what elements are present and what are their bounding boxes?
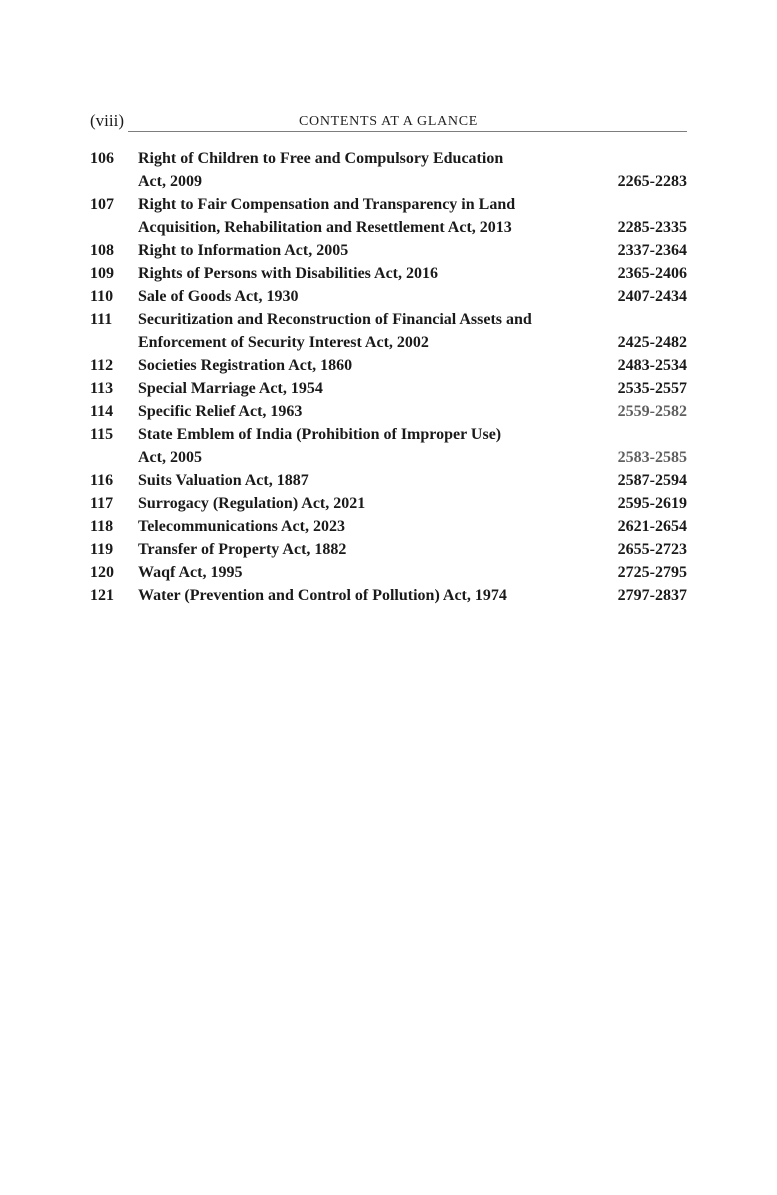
entry-pages: 2265-2283 [617,173,687,190]
entry-number: 111 [90,311,113,328]
entry-title [138,561,618,584]
entry-pages: 2725-2795 [617,564,687,581]
entry-number: 114 [90,403,114,420]
entry-number: 116 [90,472,114,489]
entry-title-line: Societies Registration Act, 1860 [138,357,353,374]
entry-title [138,469,618,492]
running-header-title: CONTENTS AT A GLANCE [298,114,479,129]
entry-number: 115 [90,426,114,443]
entry-number: 109 [90,265,114,282]
entry-title [138,354,618,377]
entry-pages: 2337-2364 [617,242,687,259]
entry-title [138,538,618,561]
entry-title-line: Surrogacy (Regulation) Act, 2021 [138,495,366,512]
toc-entry [90,561,687,584]
toc-entry [90,584,687,607]
toc-entry [90,147,687,193]
entry-title-line: Act, 2009 [138,173,202,190]
toc-entry [90,492,687,515]
entry-title-line: Right of Children to Free and Compulsory Education [138,150,504,167]
entry-title [138,400,618,423]
entry-number: 118 [90,518,114,535]
entry-title-line: Acquisition, Rehabilitation and Resettlement Act, 2013 [138,219,512,236]
entry-title-line: Special Marriage Act, 1954 [138,380,323,397]
entry-pages: 2655-2723 [617,541,687,558]
entry-title [138,423,618,469]
entry-title-line: Telecommunications Act, 2023 [138,518,345,535]
entry-number: 108 [90,242,114,259]
entry-title-line: Right to Fair Compensation and Transparency in Land [138,196,516,213]
entry-pages: 2587-2594 [617,472,687,489]
entry-number: 110 [90,288,114,305]
entry-pages: 2483-2534 [617,357,687,374]
entry-number: 113 [90,380,114,397]
entry-title-line: State Emblem of India (Prohibition of Improper Use) [138,426,502,443]
entry-title [138,492,618,515]
entry-pages: 2621-2654 [617,518,687,535]
header-rule [128,131,687,132]
entry-title-line: Specific Relief Act, 1963 [138,403,303,420]
entry-title [138,239,618,262]
toc-entry [90,515,687,538]
toc-list [90,147,687,607]
page-folio: (viii) [90,111,124,130]
entry-title-line: Waqf Act, 1995 [138,564,243,581]
toc-entry [90,354,687,377]
entry-pages: 2535-2557 [617,380,687,397]
entry-title-line: Suits Valuation Act, 1887 [138,472,309,489]
entry-number: 112 [90,357,114,374]
entry-title-line: Securitization and Reconstruction of Financial Assets and [138,311,532,328]
entry-pages: 2583-2585 [617,449,687,466]
entry-pages: 2365-2406 [617,265,687,282]
entry-title [138,262,618,285]
entry-pages: 2559-2582 [617,403,687,420]
entry-title-line: Right to Information Act, 2005 [138,242,349,259]
entry-number: 119 [90,541,114,558]
entry-pages: 2425-2482 [617,334,687,351]
toc-entry [90,377,687,400]
page-header [90,110,687,132]
entry-title [138,193,618,239]
toc-entry [90,239,687,262]
entry-number: 106 [90,150,114,167]
toc-entry [90,400,687,423]
entry-pages: 2595-2619 [617,495,687,512]
entry-title [138,285,618,308]
entry-title-line: Enforcement of Security Interest Act, 2002 [138,334,429,351]
toc-entry [90,285,687,308]
entry-title-line: Rights of Persons with Disabilities Act, 2016 [138,265,438,282]
entry-number: 121 [90,587,114,604]
toc-entry [90,193,687,239]
entry-title-line: Transfer of Property Act, 1882 [138,541,347,558]
entry-number: 120 [90,564,114,581]
entry-title-line: Water (Prevention and Control of Pollution) Act, 1974 [138,587,507,604]
toc-entry [90,538,687,561]
toc-entry [90,262,687,285]
entry-title [138,147,618,193]
entry-title [138,377,618,400]
entry-title [138,515,618,538]
entry-title [138,308,618,354]
entry-pages: 2285-2335 [617,219,687,236]
toc-entry [90,308,687,354]
entry-number: 107 [90,196,114,213]
toc-entry [90,423,687,469]
entry-title-line: Act, 2005 [138,449,202,466]
entry-pages: 2797-2837 [617,587,687,604]
entry-title [138,584,618,607]
toc-entry [90,469,687,492]
entry-pages: 2407-2434 [617,288,687,305]
entry-title-line: Sale of Goods Act, 1930 [138,288,299,305]
entry-number: 117 [90,495,114,512]
